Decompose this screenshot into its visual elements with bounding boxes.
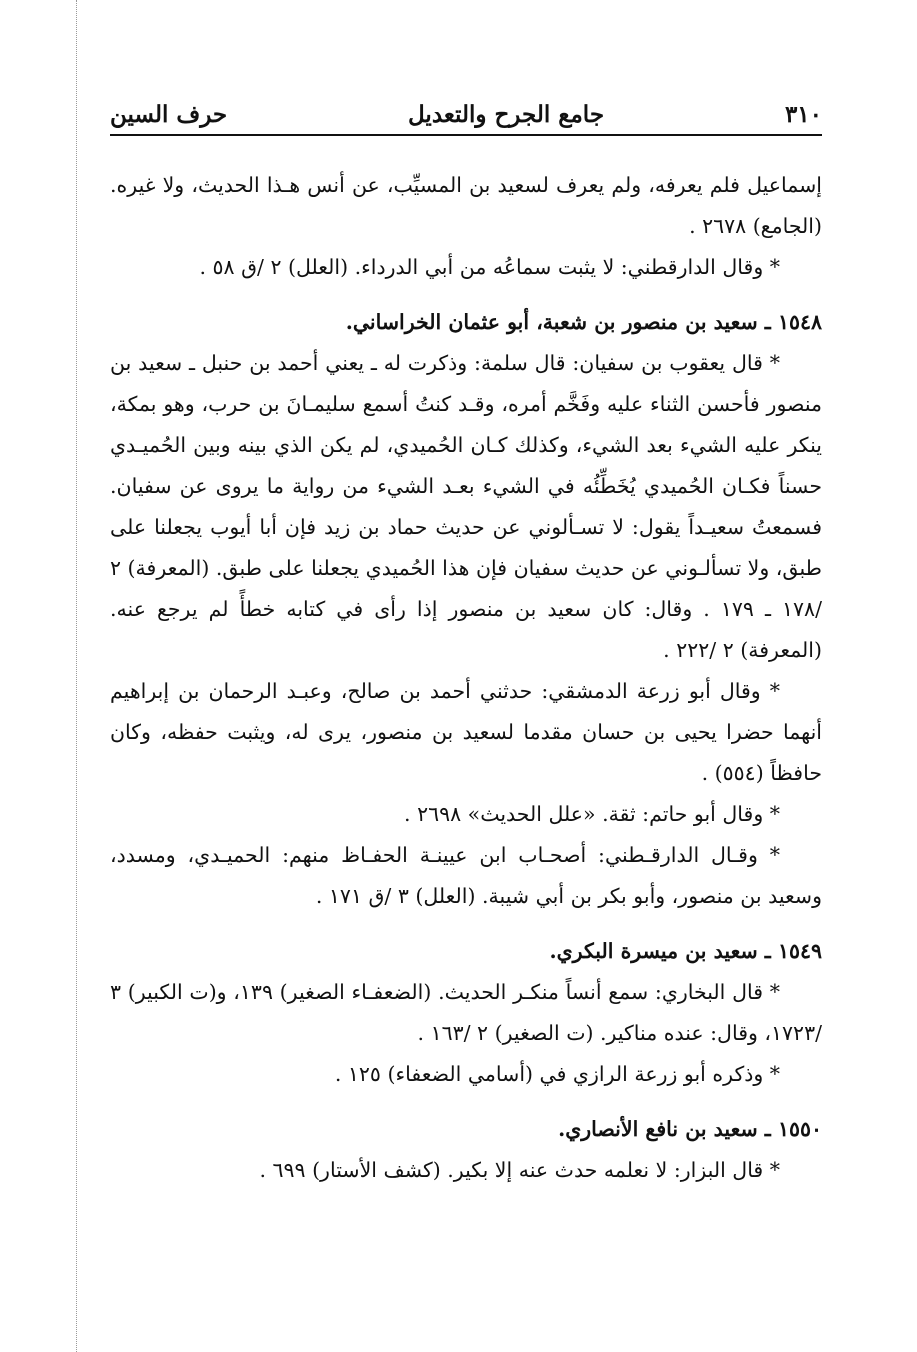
paragraph: * وقال الدارقطني: لا يثبت سماعُه من أبي الدرداء. (العلل) ٢ /ق ٥٨ . (199, 255, 780, 279)
page-number: ٣١٠ (784, 101, 822, 128)
paragraph: * قال البخاري: سمع أنساً منكـر الحديث. (الضعفـاء الصغير) ١٣٩، و(ت الكبير) ٣ /١٧٢٣، وقال: عنده مناكير. (ت الصغير) ٢ /١٦٣ . (110, 980, 822, 1045)
scan-margin-dots (76, 0, 77, 1352)
page-header (110, 78, 822, 136)
section-title: حرف السين (110, 101, 228, 128)
paragraph: * وقـال الدارقـطني: أصحـاب ابن عيينـة الحفـاظ منهم: الحميـدي، ومسدد، وسعيد بن منصور، وأبو بكر بن أبي شيبة. (العلل) ٣ /ق ١٧١ . (110, 843, 822, 908)
paragraph: * وذكره أبو زرعة الرازي في (أسامي الضعفاء) ١٢٥ . (334, 1062, 780, 1086)
paragraph: إسماعيل فلم يعرفه، ولم يعرف لسعيد بن المسيِّب، عن أنس هـذا الحديث، ولا غيره. (الجامع) ٢٦٧٨ . (110, 173, 822, 238)
paragraph: * قال يعقوب بن سفيان: قال سلمة: وذكرت له ـ يعني أحمد بن حنبل ـ سعيد بن منصور فأحسن الثناء عليه وفَخَّم أمره، وقـد كنتُ أسمع سليمـانَ بن حرب، وهو بمكة، ينكر عليه الشيء بعد الشيء، وكذلك كـان الحُميدي، لم يكن الذي بينه وبين الحُميـدي حسناً فكـان الحُميدي يُخَطِّئُه في الشيء بعـد الشيء من رواية ما يروى عن سفيان. فسمعتُ سعيـداً يقول: لا تسـألوني عن حديث حماد بن زيد فإن أبا أيوب يجعلنا على طبق، ولا تسألـوني عن حديث سفيان فإن هذا الحُميدي يجعلنا على طبق. (المعرفة) ٢ /١٧٨ ـ ١٧٩ . وقال: كان سعيد بن منصور إذا رأى في كتابه خطأً لم يرجع عنه. (المعرفة) ٢ /٢٢٢ . (110, 351, 822, 662)
book-title: جامع الجرح والتعديل (408, 101, 605, 128)
paragraph: * وقال أبو حاتم: ثقة. «علل الحديث» ٢٦٩٨ . (404, 802, 780, 826)
entry-title: ١٥٤٩ ـ سعيد بن ميسرة البكري. (549, 939, 822, 963)
paragraph: * قال البزار: لا نعلمه حدث عنه إلا بكير. (كشف الأستار) ٦٩٩ . (259, 1158, 780, 1182)
entry-title: ١٥٥٠ ـ سعيد بن نافع الأنصاري. (558, 1117, 822, 1141)
paragraph: * وقال أبو زرعة الدمشقي: حدثني أحمد بن صالح، وعبـد الرحمان بن إبراهيم أنهما حضرا يحيى بن حسان مقدما لسعيد بن منصور، يرى له، ويثبت حفظه، وكان حافظاً (٥٥٤) . (110, 679, 822, 785)
entry-title: ١٥٤٨ ـ سعيد بن منصور بن شعبة، أبو عثمان الخراساني. (345, 310, 822, 334)
page-body (110, 165, 822, 1191)
